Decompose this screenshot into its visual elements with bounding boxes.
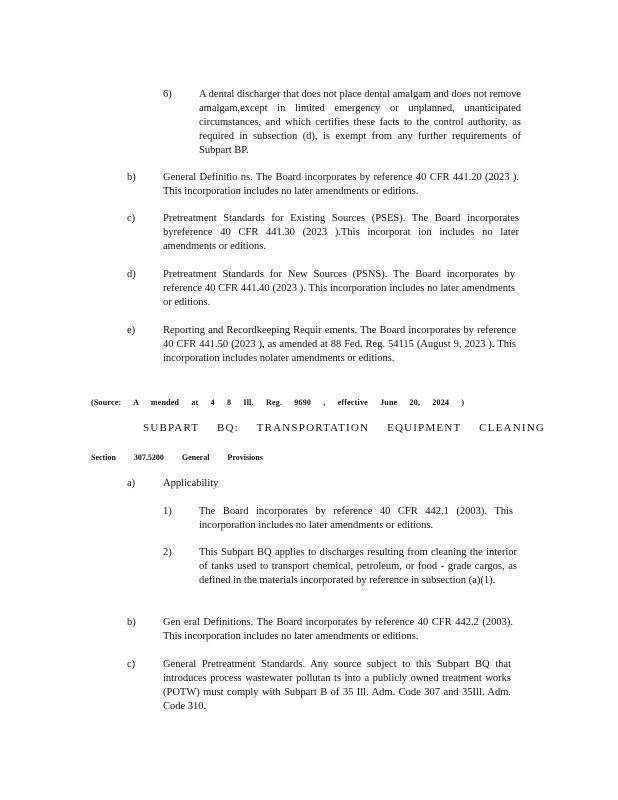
item-text: General Definitio ns. The Board incorporates by reference 40 CFR 441.20 (2023 ). This incorporation includes no later amendments or editions. — [163, 172, 519, 197]
item-label: 6) — [163, 89, 172, 100]
item-label: b) — [127, 617, 136, 628]
item-text: Gen eral Definitions. The Board incorporates by reference 40 CFR 442.2 (2003). This incorporation includes no later amendments or editions. — [163, 617, 513, 642]
item-text: Applicability — [163, 478, 219, 489]
item-label: a) — [127, 478, 136, 489]
item-text: Pretreatment Standards for New Sources (PSNS). The Board incorporates by reference 40 CFR 441.40 (2023 ). This incorporation includes no later amendments or editions. — [163, 269, 515, 308]
item-text: Pretreatment Standards for Existing Sources (PSES). The Board incorporates byreference 40 CFR 441.30 (2023 ).This incorporat ion includes no later amendments or editions. — [163, 213, 519, 252]
subitem-label: 1) — [163, 506, 172, 517]
item-label: c) — [127, 213, 136, 224]
item-label: d) — [127, 269, 136, 280]
section-heading: Section 307.5200 General Provisions — [91, 453, 263, 462]
source-note: (Source: A mended at 4 8 Ill. Reg. 9690 , effective June 20, 2024 ) — [91, 398, 465, 407]
item-label: b) — [127, 172, 136, 183]
subitem-label: 2) — [163, 547, 172, 558]
item-label: e) — [127, 325, 136, 336]
item-label: c) — [127, 659, 136, 670]
subpart-heading: SUBPART BQ: TRANSPORTATION EQUIPMENT CLEANING — [143, 422, 545, 434]
subitem-text: This Subpart BQ applies to discharges resulting from cleaning the interior of tanks used to transport chemical, petroleum, or food - grade cargos, as defined in the materials incorporated by reference in subsection (a)(1). — [199, 547, 517, 586]
item-text: Reporting and Recordkeeping Requir ements. The Board incorporates by reference 40 CFR 441.50 (2023 ), as amended at 88 Fed. Reg. 54115 (August 9, 2023 ). This incorporation includes nolater amendments or editions. — [163, 325, 516, 364]
subitem-text: The Board incorporates by reference 40 CFR 442.1 (2003). This incorporation includes no later amendments or editions. — [199, 506, 513, 531]
item-text: A dental discharger that does not place dental amalgam and does not remove amalgam,except in limited emergency or unplanned, unanticipated circumstances, and which certifies these facts to the control authority, as required in subsection (d), is exempt from any further requirements of Subpart BP. — [199, 89, 521, 156]
item-text: General Pretreatment Standards. Any source subject to this Subpart BQ that introduces process wastewater pollutan ts into a publicly owned treatment works (POTW) must comply with Subpart B of 35 Ill. Adm. Code 307 and 35Ill. Adm. Code 310. — [163, 659, 511, 712]
